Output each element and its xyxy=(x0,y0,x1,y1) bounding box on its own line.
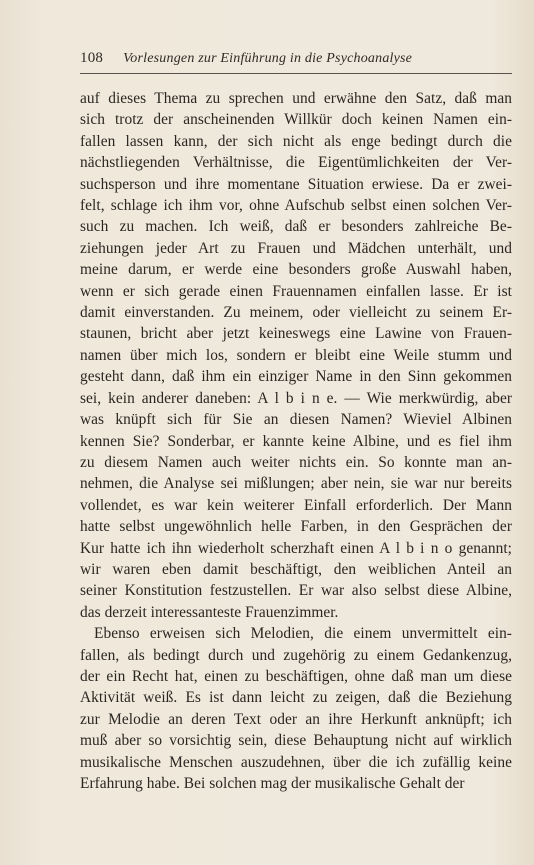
text-line: Kur hatte ich ihn wiederholt scherzhaft einen A l b i n o genannt; xyxy=(80,539,512,557)
paragraph xyxy=(80,623,512,794)
text-line: musikalische Menschen auszudehnen, über die ich zufällig keine xyxy=(80,753,512,771)
text-line: fallen lassen kann, der sich nicht als enge bedingt durch die xyxy=(80,132,512,150)
text-line: ziehungen jeder Art zu Frauen und Mädchen unterhält, und xyxy=(80,239,512,257)
text-line: felt, schlage ich ihm vor, ohne Aufschub selbst einen solchen Ver- xyxy=(80,197,512,215)
text-line: meine darum, er werde eine besonders große Auswahl haben, xyxy=(80,261,512,279)
text-line: Erfahrung habe. Bei solchen mag der musikalische Gehalt der xyxy=(80,775,465,792)
text-line: gesteht dann, daß ihm ein einziger Name in den Sinn gekommen xyxy=(80,368,512,386)
body-text xyxy=(80,88,512,794)
text-line: Aktivität weiß. Es ist dann leicht zu zeigen, daß die Beziehung xyxy=(80,689,512,707)
text-line: auf dieses Thema zu sprechen und erwähne den Satz, daß man xyxy=(80,90,512,107)
text-line: was knüpft sich für Sie an diesen Namen? Wieviel Albinen xyxy=(80,411,512,429)
text-line: nächstliegenden Verhältnisse, die Eigentümlichkeiten der Ver- xyxy=(80,154,512,172)
text-line: damit einverstanden. Zu meinem, oder vielleicht zu seinem Er- xyxy=(80,304,512,322)
page-number: 108 xyxy=(80,50,104,66)
text-line: nehmen, die Analyse sei mißlungen; aber nein, sie war nur bereits xyxy=(80,475,512,493)
text-line: sich trotz der anscheinenden Willkür doch keinen Namen ein- xyxy=(80,111,512,129)
text-line: hatte selbst ungewöhnlich helle Farben, in den Gesprächen der xyxy=(80,518,512,536)
running-head xyxy=(80,50,512,74)
text-line: wenn er sich gerade einen Frauennamen einfallen lasse. Er ist xyxy=(80,282,512,300)
text-line: muß aber so vorsichtig sein, diese Behauptung nicht auf wirklich xyxy=(80,732,512,750)
text-line: such zu machen. Ich weiß, daß er besonders zahlreiche Be- xyxy=(80,218,512,236)
text-line: kennen Sie? Sonderbar, er kannte keine Albine, und es fiel ihm xyxy=(80,432,512,450)
text-line: zur Melodie an deren Text oder an ihre Herkunft anknüpft; ich xyxy=(80,710,512,728)
text-line: suchsperson und ihre momentane Situation erwiese. Da er zwei- xyxy=(80,175,512,193)
text-line: Ebenso erweisen sich Melodien, die einem unvermittelt ein- xyxy=(94,625,512,643)
text-line: namen über mich los, sondern er bleibt eine Weile stumm und xyxy=(80,346,512,364)
text-line: fallen, als bedingt durch und zugehörig zu einem Gedankenzug, xyxy=(80,646,512,664)
running-head-title: Vorlesungen zur Einführung in die Psychoanalyse xyxy=(123,51,413,66)
paragraph xyxy=(80,88,512,623)
text-line: seiner Konstitution festzustellen. Er war also selbst diese Albine, xyxy=(80,582,512,600)
text-line: der ein Recht hat, einen zu beschäftigen, ohne daß man um diese xyxy=(80,667,512,685)
text-line: vollendet, es war kein weiterer Einfall erforderlich. Der Mann xyxy=(80,496,512,514)
text-line: das derzeit interessanteste Frauenzimmer. xyxy=(80,603,339,621)
text-line: staunen, bricht aber jetzt keineswegs eine Lawine von Frauen- xyxy=(80,325,512,343)
text-line: wir waren eben damit beschäftigt, den weiblichen Anteil an xyxy=(80,560,512,578)
text-line: sei, kein anderer daneben: A l b i n e. — Wie merkwürdig, aber xyxy=(80,389,512,407)
text-line: zu diesem Namen auch weiter nichts ein. So konnte man an- xyxy=(80,453,512,471)
